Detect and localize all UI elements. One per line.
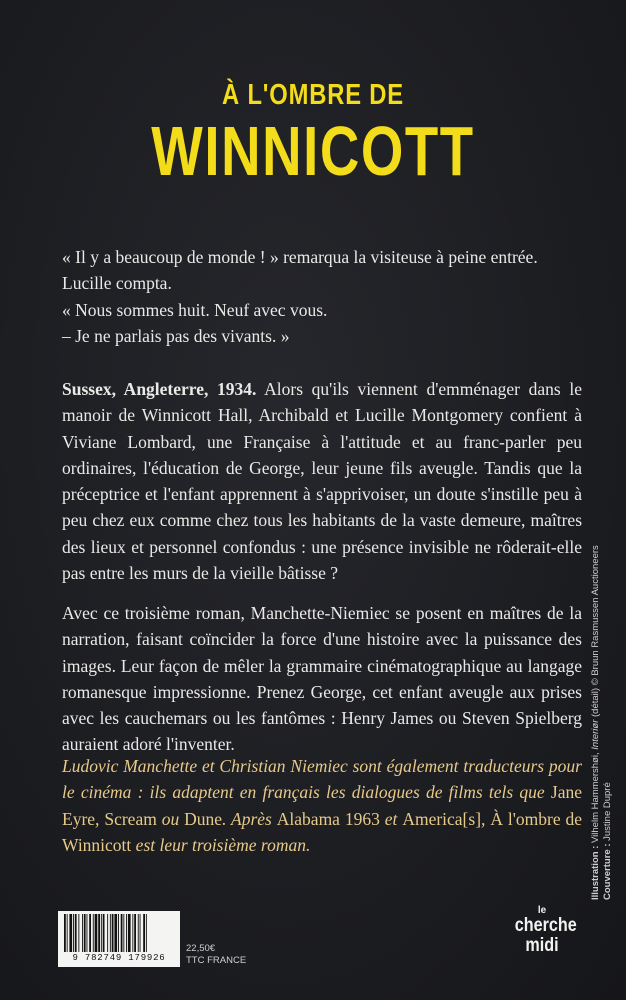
isbn-number: 9 782749 179926	[72, 953, 166, 963]
synopsis-lead: Sussex, Angleterre, 1934.	[62, 379, 257, 399]
credit-text: (détail) © Bruun Rasmussen Auctioneers	[590, 545, 601, 720]
film-title: Scream	[104, 808, 157, 829]
film-title: Dune	[184, 808, 223, 829]
authors-text: et	[379, 808, 403, 829]
authors-text: est leur troisième roman.	[131, 834, 311, 855]
credits	[590, 420, 613, 900]
quote-line: « Nous sommes huit. Neuf avec vous.	[62, 299, 328, 320]
book-title-ref: America[s]	[402, 808, 482, 829]
book-title	[0, 78, 626, 188]
opening-quote	[62, 244, 582, 349]
cover-credit	[602, 420, 614, 900]
publisher-logo-line: le	[537, 905, 547, 916]
price-note: TTC FRANCE	[186, 955, 247, 966]
price: 22,50€	[186, 943, 216, 954]
book-title-ref: À l'ombre de Winnicott	[62, 808, 583, 855]
title-prefix: À L'OMBRE DE	[222, 79, 404, 111]
barcode-bars	[62, 914, 176, 952]
credit-label: Couverture :	[602, 843, 613, 900]
credit-label: Illustration :	[590, 845, 601, 900]
credit-text: Justine Dupré	[602, 782, 613, 844]
book-title-ref: Alabama 1963	[276, 808, 380, 829]
synopsis-paragraph	[62, 376, 582, 586]
price-block	[186, 943, 246, 967]
review-paragraph: Avec ce troisième roman, Manchette-Niemiec se posent en maîtres de la narration, faisant coïncider la force d'une histoire avec la puissance des images. Leur façon de mêler la grammaire cinématographique au langage romanesque impressionne. Prenez George, cet enfant aveugle aux prises avec les cauchemars ou les fantômes : Henry James ou Steven Spielberg auraient adoré l'inventer.	[62, 603, 582, 755]
authors-text: ou	[156, 808, 185, 829]
authors-text: ,	[95, 808, 105, 829]
quote-line: « Il y a beaucoup de monde ! » remarqua la visiteuse à peine entrée.	[62, 247, 538, 267]
authors-paragraph	[62, 753, 582, 858]
synopsis-text: Alors qu'ils viennent d'emménager dans le manoir de Winnicott Hall, Archibald et Lucille Montgomery confient à Viviane Lombard, une Française à l'attitude et au franc-parler peu ordinaires, l'éducation de George, leur jeune fils aveugle. Tandis que la préceptrice et l'enfant apprennent à s'apprivoiser, un doute s'instille peu à peu chez eux comme chez tous les habitants de la vaste demeure, maîtres des lieux et personnel confondus : une présence invisible ne rôderait-elle pas entre les murs de la vieille bâtisse ?	[62, 379, 582, 584]
quote-line: – Je ne parlais pas des vivants. »	[62, 325, 290, 346]
quote-line: Lucille compta.	[62, 273, 172, 294]
credit-text: Vilhelm Hammershøi,	[590, 749, 601, 846]
credit-artwork: Interiør	[590, 719, 601, 750]
publisher-logo	[510, 905, 577, 956]
barcode	[58, 911, 180, 967]
film-title: Jane Eyre	[62, 782, 582, 829]
title-main: WINNICOTT	[151, 112, 475, 190]
authors-text: . Après	[222, 808, 277, 829]
publisher-logo-line: midi	[525, 935, 559, 956]
publisher-logo-line: cherche	[514, 915, 577, 936]
authors-text: ,	[481, 808, 491, 829]
illustration-credit	[590, 420, 602, 900]
authors-text: Ludovic Manchette et Christian Niemiec sont également traducteurs pour le cinéma : ils adaptent en français les dialogues de films tels que	[62, 756, 582, 803]
